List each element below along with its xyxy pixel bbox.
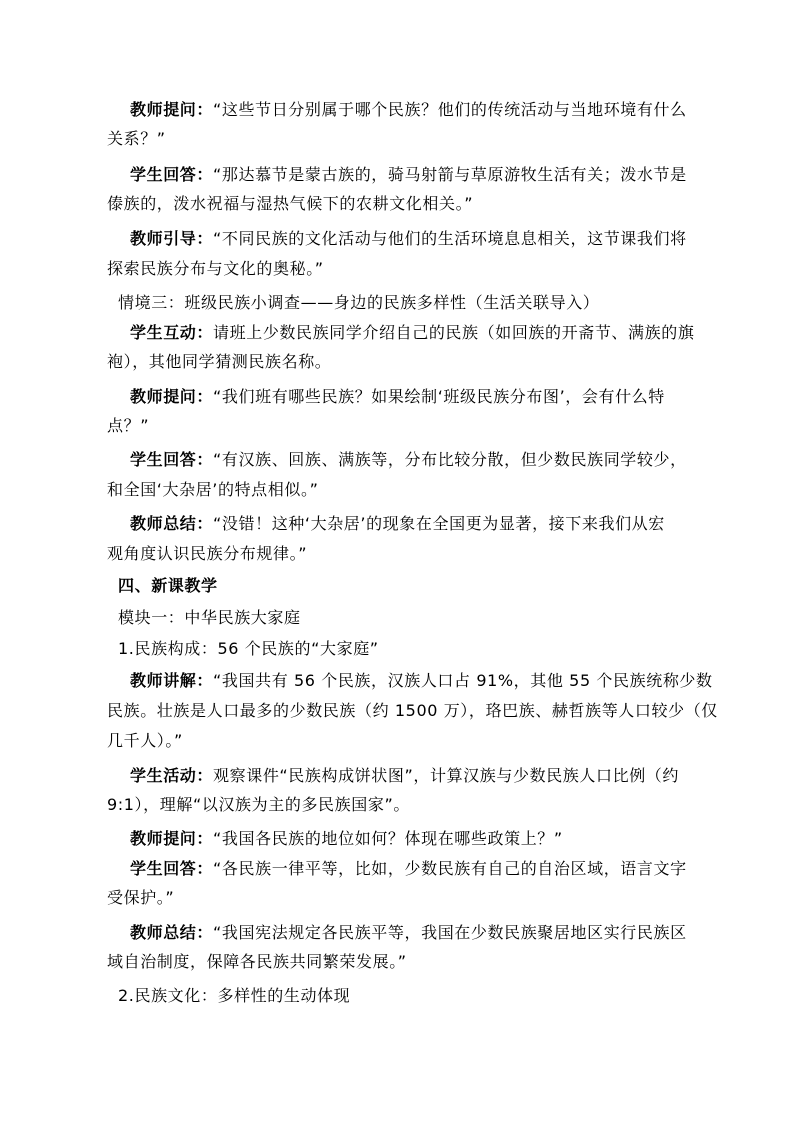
line-text: 民族。壮族是人口最多的少数民族（约 1500 万），珞巴族、赫哲族等人口较少（仅	[107, 701, 718, 720]
section-subheading	[118, 292, 599, 314]
line-text: “没错！这种‘大杂居’的现象在全国更为显著，接下来我们从宏	[213, 514, 665, 533]
line-text: “这些节日分别属于哪个民族？他们的传统活动与当地环境有什么	[213, 100, 687, 119]
line-text: 几千人）。”	[107, 731, 183, 750]
line-text: “有汉族、回族、满族等，分布比较分散，但少数民族同学较少，	[213, 450, 687, 469]
paragraph-line	[130, 99, 687, 121]
paragraph-line	[107, 351, 331, 373]
paragraph-line	[107, 730, 183, 752]
paragraph-line	[130, 765, 679, 787]
paragraph-line	[130, 228, 687, 250]
line-text: 9:1），理解“以汉族为主的多民族国家”。	[107, 795, 410, 814]
speaker-label: 学生互动：	[130, 323, 214, 342]
module-heading	[118, 607, 301, 629]
line-text: 请班上少数民族同学介绍自己的民族（如回族的开斋节、满族的旗	[213, 323, 695, 342]
section-heading	[118, 575, 218, 597]
line-text: 和全国‘大杂居’的特点相似。”	[107, 480, 319, 499]
line-text: 观察课件“民族构成饼状图”，计算汉族与少数民族人口比例（约	[213, 766, 679, 785]
paragraph-line	[107, 128, 166, 150]
paragraph-line	[107, 543, 307, 565]
line-text: “我国共有 56 个民族，汉族人口占 91%，其他 55 个民族统称少数	[213, 671, 713, 690]
paragraph-line	[130, 449, 687, 471]
paragraph-line	[107, 700, 718, 722]
speaker-label: 学生回答：	[130, 859, 214, 878]
paragraph-line	[107, 794, 410, 816]
line-text: 受保护。”	[107, 888, 175, 907]
paragraph-line	[130, 513, 665, 535]
paragraph-line	[107, 951, 407, 973]
line-text: 域自治制度，保障各民族共同繁荣发展。”	[107, 952, 407, 971]
line-text: “我国各民族的地位如何？体现在哪些政策上？”	[213, 829, 563, 848]
paragraph-line	[107, 193, 473, 215]
speaker-label: 教师引导：	[130, 229, 214, 248]
line-text: 2.民族文化：多样性的生动体现	[118, 986, 351, 1005]
line-text: 情境三：班级民族小调查——身边的民族多样性（生活关联导入）	[118, 293, 600, 312]
speaker-label: 教师提问：	[130, 387, 214, 406]
paragraph-line	[130, 670, 713, 692]
speaker-label: 教师讲解：	[130, 671, 214, 690]
heading-text: 四、新课教学	[118, 576, 218, 595]
paragraph-line	[107, 258, 324, 280]
speaker-label: 学生回答：	[130, 165, 214, 184]
speaker-label: 学生回答：	[130, 450, 214, 469]
speaker-label: 教师总结：	[130, 514, 214, 533]
line-text: “那达慕节是蒙古族的，骑马射箭与草原游牧生活有关；泼水节是	[213, 165, 687, 184]
line-text: 探索民族分布与文化的奥秘。”	[107, 259, 324, 278]
speaker-label: 教师提问：	[130, 100, 214, 119]
paragraph-line	[107, 479, 318, 501]
line-text: “不同民族的文化活动与他们的生活环境息息相关，这节课我们将	[213, 229, 687, 248]
paragraph-line	[130, 164, 687, 186]
line-text: “我国宪法规定各民族平等，我国在少数民族聚居地区实行民族区	[213, 923, 687, 942]
topic-heading	[118, 638, 379, 660]
paragraph-line	[130, 322, 694, 344]
line-text: 模块一：中华民族大家庭	[118, 608, 301, 627]
line-text: 点？”	[107, 416, 150, 435]
line-text: 傣族的，泼水祝福与湿热气候下的农耕文化相关。”	[107, 194, 474, 213]
line-text: “我们班有哪些民族？如果绘制‘班级民族分布图’，会有什么特	[213, 387, 665, 406]
topic-heading	[118, 985, 350, 1007]
line-text: 关系？”	[107, 129, 166, 148]
speaker-label: 学生活动：	[130, 766, 214, 785]
paragraph-line	[107, 415, 149, 437]
paragraph-line	[107, 887, 174, 909]
paragraph-line	[130, 922, 687, 944]
paragraph-line	[130, 386, 665, 408]
paragraph-line	[130, 828, 563, 850]
line-text: “各民族一律平等，比如，少数民族有自己的自治区域，语言文字	[213, 859, 687, 878]
speaker-label: 教师提问：	[130, 829, 214, 848]
speaker-label: 教师总结：	[130, 923, 214, 942]
line-text: 观角度认识民族分布规律。”	[107, 544, 308, 563]
paragraph-line	[130, 858, 687, 880]
line-text: 袍），其他同学猜测民族名称。	[107, 352, 332, 371]
line-text: 1.民族构成：56 个民族的“大家庭”	[118, 639, 379, 658]
